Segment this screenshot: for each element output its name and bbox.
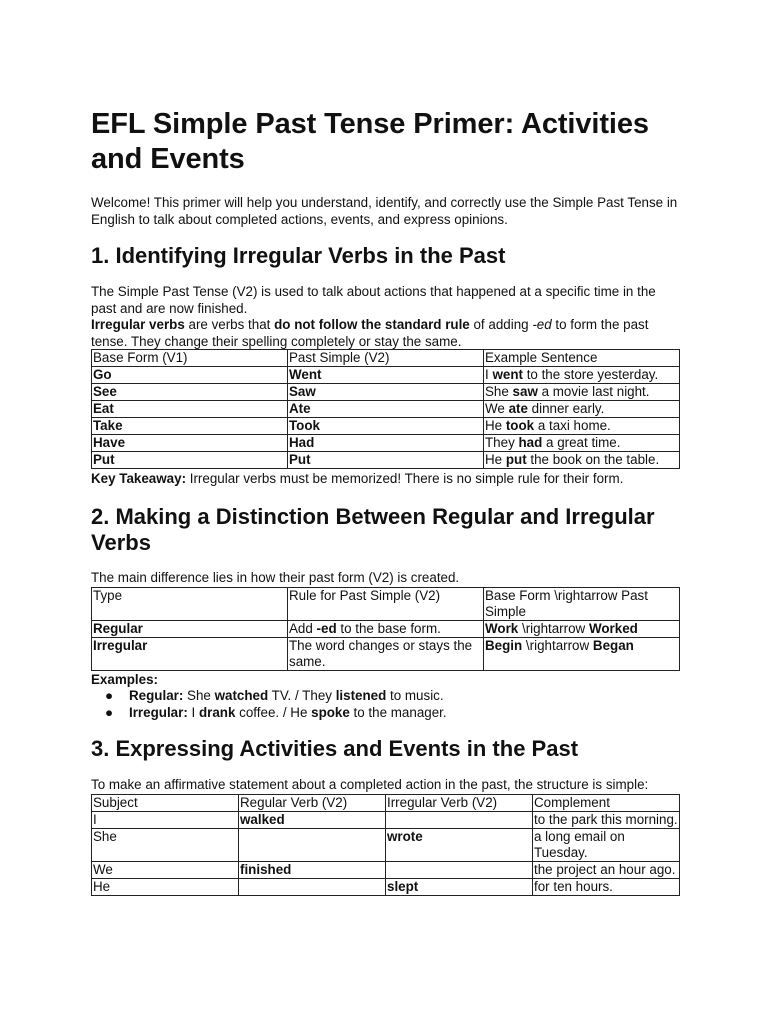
column-header: Complement [533, 795, 680, 812]
column-header: Type [92, 588, 288, 621]
subject-cell: I [92, 812, 239, 829]
table-row [92, 812, 680, 829]
irregular-verb-cell [386, 862, 533, 879]
column-header: Regular Verb (V2) [239, 795, 386, 812]
base-form-cell: Eat [92, 401, 288, 418]
bullet-icon: ● [105, 688, 114, 703]
page-title: EFL Simple Past Tense Primer: Activities and Events [91, 108, 649, 175]
past-simple-cell: Put [288, 452, 484, 469]
section-2-paragraph: The main difference lies in how their past form (V2) is created. [91, 570, 460, 585]
type-cell: Regular [92, 621, 288, 638]
complement-cell: a long email on Tuesday. [533, 829, 680, 862]
regular-verb-cell [239, 879, 386, 896]
regular-verb-cell [239, 829, 386, 862]
past-simple-cell: Took [288, 418, 484, 435]
rule-cell: Add -ed to the base form. [288, 621, 484, 638]
rule-cell: The word changes or stays the same. [288, 638, 484, 671]
complement-cell: the project an hour ago. [533, 862, 680, 879]
base-form-cell: Take [92, 418, 288, 435]
example-sentence-cell: He took a taxi home. [484, 418, 680, 435]
irregular-verb-cell [386, 812, 533, 829]
table-row [92, 401, 680, 418]
section-3-heading: 3. Expressing Activities and Events in the Past [91, 736, 579, 761]
table-header-row [92, 795, 680, 812]
table-row [92, 621, 680, 638]
column-header: Example Sentence [484, 350, 680, 367]
type-cell: Irregular [92, 638, 288, 671]
subject-cell: She [92, 829, 239, 862]
table-row [92, 879, 680, 896]
irregular-verb-cell: slept [386, 879, 533, 896]
column-header: Base Form \rightarrow Past Simple [484, 588, 680, 621]
subject-cell: He [92, 879, 239, 896]
column-header: Irregular Verb (V2) [386, 795, 533, 812]
example-sentence-cell: I went to the store yesterday. [484, 367, 680, 384]
past-simple-cell: Had [288, 435, 484, 452]
base-form-cell: Have [92, 435, 288, 452]
example-sentence-cell: He put the book on the table. [484, 452, 680, 469]
section-2-heading: 2. Making a Distinction Between Regular and Irregular Verbs [91, 504, 655, 555]
table-row [92, 367, 680, 384]
section-1-paragraph-1: The Simple Past Tense (V2) is used to talk about actions that happened at a specific time in the past and are now finished. [91, 284, 656, 316]
example-sentence-cell: We ate dinner early. [484, 401, 680, 418]
column-header: Base Form (V1) [92, 350, 288, 367]
example-cell: Work \rightarrow Worked [484, 621, 680, 638]
table-header-row [92, 588, 680, 621]
base-form-cell: Put [92, 452, 288, 469]
key-takeaway: Key Takeaway: Irregular verbs must be memorized! There is no simple rule for their form. [91, 471, 624, 486]
column-header: Past Simple (V2) [288, 350, 484, 367]
complement-cell: for ten hours. [533, 879, 680, 896]
base-form-cell: Go [92, 367, 288, 384]
table-row [92, 435, 680, 452]
section-1-heading: 1. Identifying Irregular Verbs in the Past [91, 243, 506, 268]
subject-cell: We [92, 862, 239, 879]
section-1-paragraph-2: Irregular verbs are verbs that do not follow the standard rule of adding -ed to form the past tense. They change their spelling completely or stay the same. [91, 317, 649, 349]
affirmative-structure-table [91, 794, 680, 896]
example-cell: Begin \rightarrow Began [484, 638, 680, 671]
table-row [92, 384, 680, 401]
examples-list [91, 688, 447, 721]
table-row [92, 452, 680, 469]
irregular-verb-cell: wrote [386, 829, 533, 862]
bullet-icon: ● [105, 704, 114, 720]
irregular-verbs-table [91, 349, 680, 469]
past-simple-cell: Saw [288, 384, 484, 401]
base-form-cell: See [92, 384, 288, 401]
table-row [92, 418, 680, 435]
past-simple-cell: Ate [288, 401, 484, 418]
regular-verb-cell: walked [239, 812, 386, 829]
complement-cell: to the park this morning. [534, 812, 678, 827]
regular-verb-cell: finished [239, 862, 386, 879]
regular-irregular-table [91, 587, 680, 671]
section-3-paragraph: To make an affirmative statement about a completed action in the past, the structure is simple: [91, 777, 649, 792]
table-header-row [92, 350, 680, 367]
column-header: Subject [92, 795, 239, 812]
list-item: ● Regular: She watched TV. / They listened to music. [105, 688, 444, 703]
table-row [92, 829, 680, 862]
column-header: Rule for Past Simple (V2) [288, 588, 484, 621]
example-sentence-cell: They had a great time. [484, 435, 680, 452]
term-irregular-verbs: Irregular verbs [91, 317, 185, 332]
examples-label: Examples: [91, 672, 158, 687]
table-row [92, 862, 680, 879]
list-item: ● Irregular: I drank coffee. / He spoke to the manager. [105, 704, 447, 720]
intro-paragraph: Welcome! This primer will help you understand, identify, and correctly use the Simple Past Tense in English to talk about completed actions, events, and express opinions. [91, 195, 678, 227]
example-sentence-cell: She saw a movie last night. [484, 384, 680, 401]
past-simple-cell: Went [288, 367, 484, 384]
table-row [92, 638, 680, 671]
